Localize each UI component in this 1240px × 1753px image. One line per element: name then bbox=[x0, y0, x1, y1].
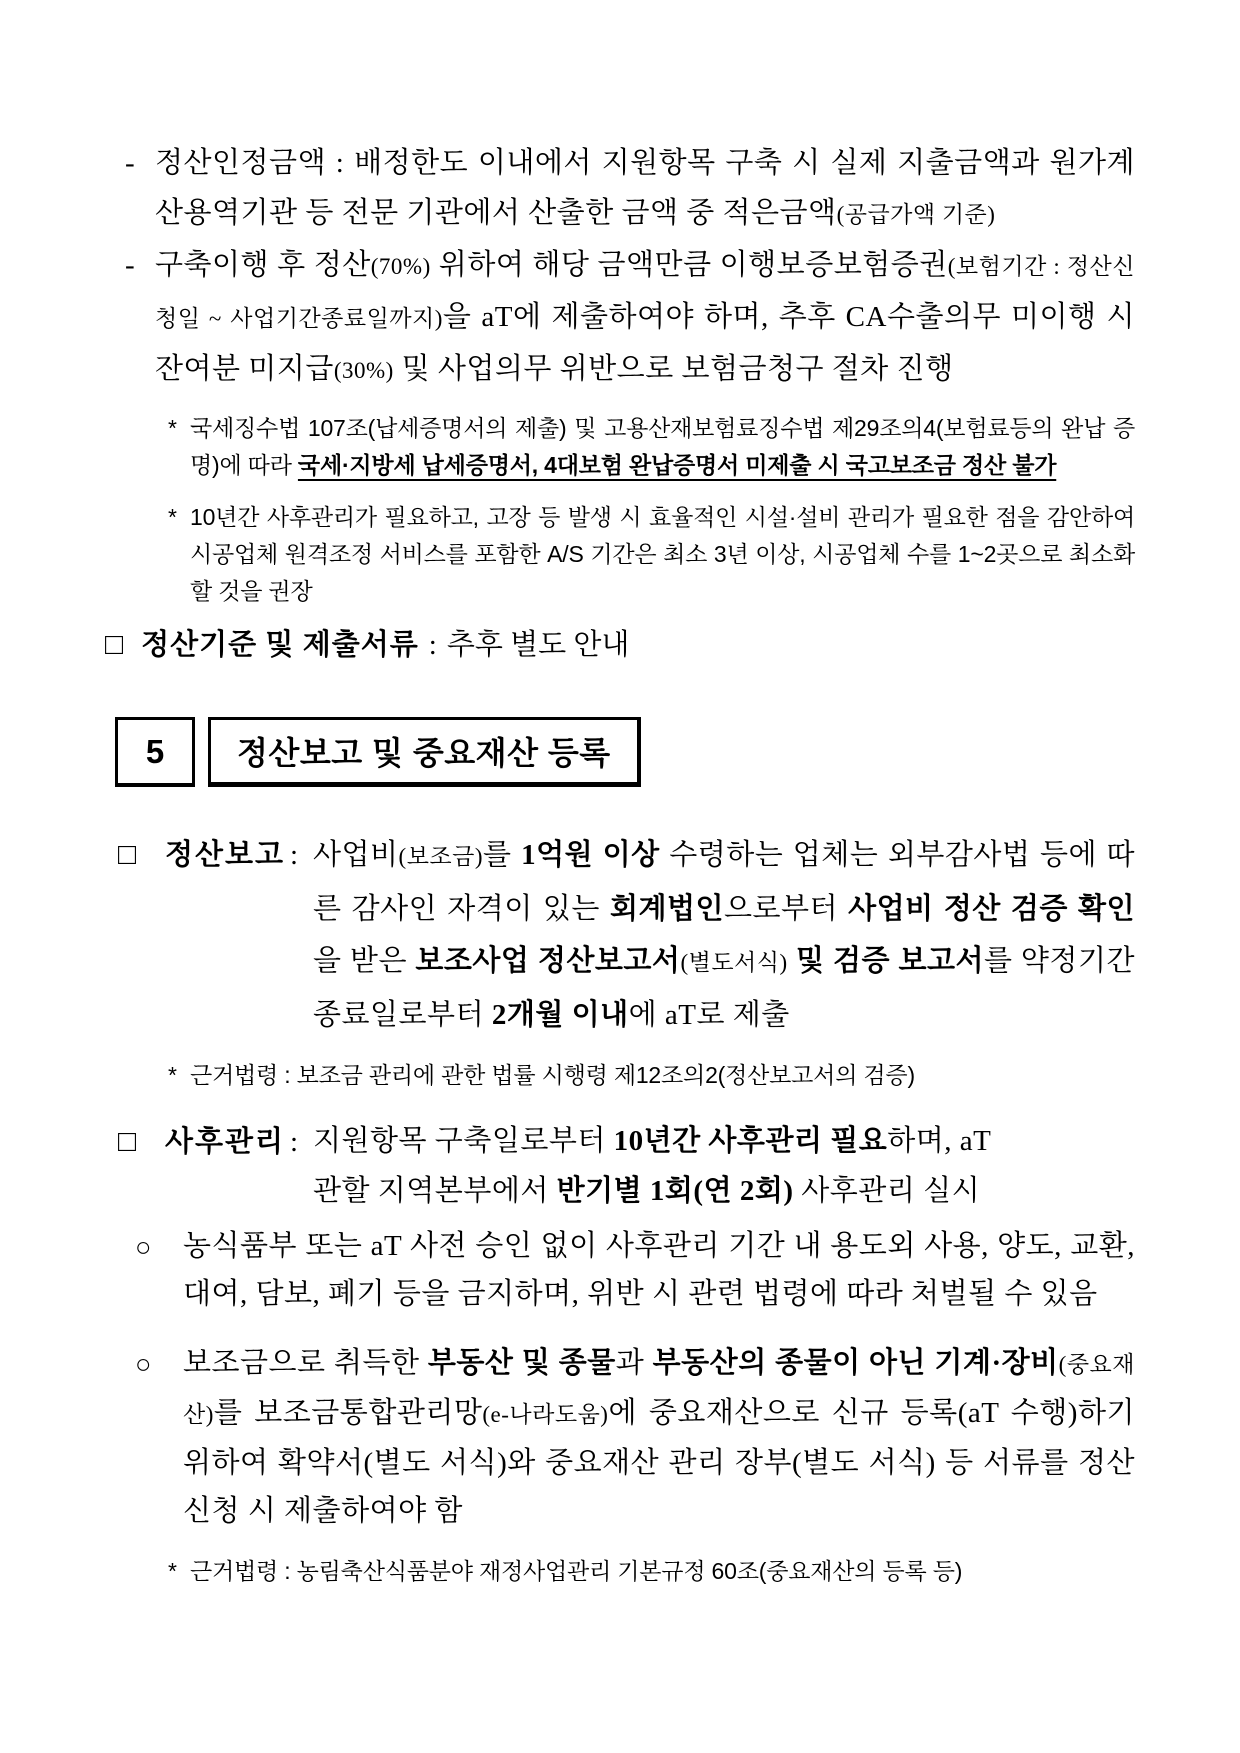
dash-item-settlement-amount bbox=[105, 138, 1135, 240]
colon: : bbox=[290, 1126, 299, 1158]
text-segment: 국세징수법 107조(납세증명서의 제출) 및 고용산재보험료징수법 제29조의4(보험료등의 완납 증명)에 따라 bbox=[190, 415, 1135, 478]
text-segment-emphasis: 및 검증 보고서 bbox=[787, 945, 984, 977]
text-segment-emphasis: 부동산의 종물이 아닌 기계·장비 bbox=[652, 1347, 1059, 1379]
text-segment: 으로부터 bbox=[724, 893, 849, 925]
section-title: 정산보고 및 중요재산 등록 bbox=[237, 735, 611, 771]
note-aftercare-recommendation bbox=[105, 499, 1135, 610]
text-segment: 과 bbox=[615, 1347, 653, 1379]
note-assets-legal-basis bbox=[105, 1553, 1135, 1590]
colon: : bbox=[428, 629, 437, 661]
text-segment: 하며, aT bbox=[887, 1125, 992, 1157]
note-report-legal-basis bbox=[105, 1057, 1135, 1094]
text-segment: 관할 지역본부에서 bbox=[313, 1175, 557, 1207]
section-number-box bbox=[115, 717, 195, 787]
text-segment-emphasis: 회계법인 bbox=[609, 893, 724, 925]
asterisk-marker: * bbox=[168, 1062, 177, 1088]
dash-marker: - bbox=[125, 249, 136, 281]
circle-marker: ○ bbox=[135, 1349, 152, 1379]
square-marker: □ bbox=[105, 628, 124, 661]
colon: : bbox=[290, 839, 299, 871]
text-segment: 및 사업의무 위반으로 보험금청구 절차 진행 bbox=[393, 353, 954, 385]
block-aftercare bbox=[105, 1116, 1135, 1216]
dash-marker: - bbox=[125, 147, 136, 179]
text-segment: 사업비 bbox=[313, 839, 399, 871]
text-segment: 수령하는 업체는 외부감사법 등에 따른 감사인 자격이 있는 bbox=[313, 839, 1136, 925]
text-segment: 을 받은 bbox=[313, 945, 416, 977]
section-header bbox=[115, 717, 1135, 787]
section-number: 5 bbox=[145, 732, 165, 770]
asterisk-marker: * bbox=[168, 415, 177, 441]
text-segment-emphasis: 사업비 정산 검증 확인 bbox=[848, 893, 1135, 925]
text-segment-emphasis: 부동산 및 종물 bbox=[427, 1347, 616, 1379]
report-content bbox=[313, 829, 1135, 1041]
text-segment-paren: (보험기간 : 정산신청일 ~ 사업기간종료일까지) bbox=[155, 254, 1135, 331]
text-segment: 에 aT로 제출 bbox=[628, 999, 790, 1031]
criteria-value: 추후 별도 안내 bbox=[446, 629, 630, 661]
text-segment-paren: (e-나라도움) bbox=[482, 1402, 609, 1427]
asterisk-marker: * bbox=[168, 1558, 177, 1584]
section-title-box bbox=[208, 717, 641, 787]
text-segment-paren: (보조금) bbox=[398, 844, 484, 869]
text-segment: 위하여 해당 금액만큼 이행보증보험증권 bbox=[430, 249, 948, 281]
text-segment: 을 aT에 제출하여야 하며, 추후 CA수출의무 미이행 시 잔여분 미지급 bbox=[155, 301, 1135, 385]
text-segment-paren: (70%) bbox=[370, 254, 431, 279]
dash-item-insurance bbox=[105, 240, 1135, 396]
text-segment: 10년간 사후관리가 필요하고, 고장 등 발생 시 효율적인 시설·설비 관리가 필요한 점을 감안하여 시공업체 원격조정 서비스를 포함한 A/S 기간은 최소 3년 이상, 시공업체 수를 1~2곳으로 최소화 할 것을 권장 bbox=[190, 504, 1135, 604]
text-segment-emphasis: 2개월 이내 bbox=[491, 999, 629, 1031]
text-segment: 를 bbox=[483, 839, 522, 871]
text-segment-paren: (공급가액 기준) bbox=[836, 202, 996, 227]
text-segment-emphasis: 국세·지방세 납세증명서, 4대보험 완납증명서 미제출 시 국고보조금 정산 불가 bbox=[297, 452, 1057, 478]
text-segment: 정산인정금액 : 배정한도 이내에서 지원항목 구축 시 실제 지출금액과 원가계산용역기관 등 전문 기관에서 산출한 금액 중 적은금액 bbox=[155, 147, 1135, 229]
text-segment: 보조금으로 취득한 bbox=[183, 1347, 428, 1379]
asterisk-marker: * bbox=[168, 504, 177, 530]
text-segment-paren: (30%) bbox=[333, 358, 394, 383]
note-tax-certificates bbox=[105, 410, 1135, 484]
text-segment-emphasis: 보조사업 정산보고서 bbox=[415, 945, 681, 977]
circle-marker: ○ bbox=[135, 1232, 152, 1262]
block-settlement-report bbox=[105, 829, 1135, 1041]
text-segment: 근거법령 : 농림축산식품분야 재정사업관리 기본규정 60조(중요재산의 등록 등) bbox=[190, 1558, 963, 1584]
square-marker: □ bbox=[118, 1125, 137, 1158]
bullet-aftercare-restrictions bbox=[105, 1222, 1135, 1318]
text-segment: 를 약정기간 종료일로부터 bbox=[313, 945, 1135, 1031]
text-segment: 사후관리 실시 bbox=[793, 1175, 981, 1207]
text-segment-emphasis: 10년간 사후관리 필요 bbox=[613, 1125, 888, 1157]
text-segment-emphasis: 1억원 이상 bbox=[521, 839, 660, 871]
report-label: 정산보고 bbox=[165, 839, 286, 871]
text-segment-paren: (중요재산) bbox=[183, 1352, 1135, 1427]
text-segment-paren: (별도서식) bbox=[680, 950, 788, 975]
square-marker: □ bbox=[118, 838, 137, 871]
text-segment: 근거법령 : 보조금 관리에 관한 법률 시행령 제12조의2(정산보고서의 검증) bbox=[190, 1062, 915, 1088]
bullet-important-assets bbox=[105, 1339, 1135, 1535]
text-segment-emphasis: 반기별 1회(연 2회) bbox=[556, 1175, 794, 1207]
criteria-label: 정산기준 및 제출서류 bbox=[141, 629, 419, 661]
aftercare-content bbox=[313, 1116, 1135, 1216]
aftercare-label: 사후관리 bbox=[165, 1126, 286, 1158]
text-segment: 구축이행 후 정산 bbox=[155, 249, 371, 281]
line-settlement-criteria bbox=[105, 622, 1135, 668]
text-segment: 를 보조금통합관리망 bbox=[213, 1397, 483, 1429]
text-segment: 농식품부 또는 aT 사전 승인 없이 사후관리 기간 내 용도외 사용, 양도, 교환, 대여, 담보, 폐기 등을 금지하며, 위반 시 관련 법령에 따라 처벌될 수 있음 bbox=[183, 1230, 1135, 1310]
text-segment: 지원항목 구축일로부터 bbox=[313, 1125, 614, 1157]
text-segment: 에 중요재산으로 신규 등록(aT 수행)하기 위하여 확약서(별도 서식)와 중요재산 관리 장부(별도 서식) 등 서류를 정산신청 시 제출하여야 함 bbox=[183, 1397, 1135, 1527]
